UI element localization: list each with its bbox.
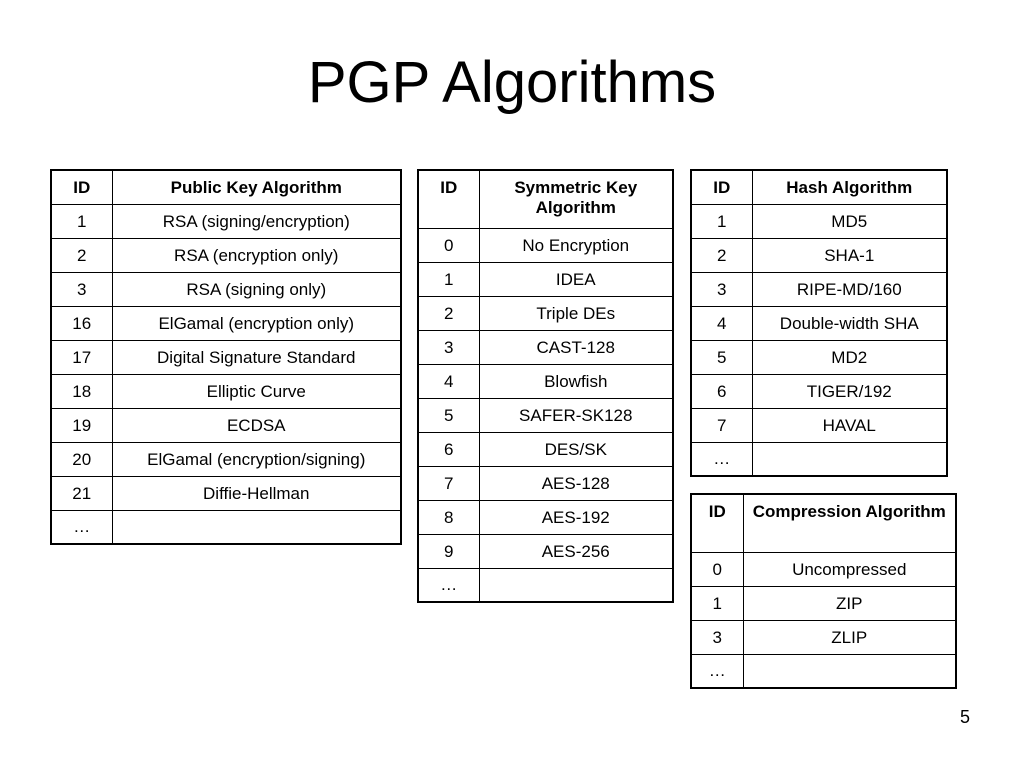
- algorithm-name-cell: Digital Signature Standard: [112, 340, 401, 374]
- table-row: [418, 262, 673, 296]
- table-header-row: [691, 170, 947, 204]
- id-cell: 5: [418, 398, 479, 432]
- id-cell: 8: [418, 500, 479, 534]
- table-row: [418, 330, 673, 364]
- algorithm-column-header: Public Key Algorithm: [112, 170, 401, 204]
- id-cell: 7: [691, 408, 752, 442]
- id-cell: 17: [51, 340, 112, 374]
- algorithm-name-cell: DES/SK: [479, 432, 673, 466]
- algorithm-name-cell: Triple DEs: [479, 296, 673, 330]
- table-header-row: [51, 170, 401, 204]
- algorithm-name-cell: AES-192: [479, 500, 673, 534]
- id-cell: 0: [691, 552, 743, 586]
- table-row: [691, 272, 947, 306]
- algorithm-name-cell: CAST-128: [479, 330, 673, 364]
- algorithm-name-cell: [752, 442, 947, 476]
- algorithm-name-cell: [112, 510, 401, 544]
- algorithm-name-cell: MD5: [752, 204, 947, 238]
- table-row: [418, 228, 673, 262]
- table-row: [51, 408, 401, 442]
- table-row: [51, 204, 401, 238]
- id-cell: 0: [418, 228, 479, 262]
- id-cell: 5: [691, 340, 752, 374]
- id-cell: 2: [691, 238, 752, 272]
- table-header-row: [418, 170, 673, 228]
- page-number: 5: [959, 707, 970, 727]
- algorithm-name-cell: RSA (encryption only): [112, 238, 401, 272]
- algorithm-name-cell: IDEA: [479, 262, 673, 296]
- algorithm-name-cell: Double-width SHA: [752, 306, 947, 340]
- table-row: [691, 408, 947, 442]
- table-row: [691, 340, 947, 374]
- symmetric-key-algorithm-table: [417, 169, 674, 603]
- id-cell: 18: [51, 374, 112, 408]
- algorithm-name-cell: AES-256: [479, 534, 673, 568]
- table-row: [691, 552, 956, 586]
- id-cell: 1: [51, 204, 112, 238]
- public-key-algorithm-table: [50, 169, 402, 545]
- algorithm-column-header: Hash Algorithm: [752, 170, 947, 204]
- id-cell: 1: [691, 586, 743, 620]
- algorithm-name-cell: HAVAL: [752, 408, 947, 442]
- table-row: [691, 374, 947, 408]
- table-row: [418, 500, 673, 534]
- id-cell: 9: [418, 534, 479, 568]
- id-cell: …: [51, 510, 112, 544]
- table-row: [418, 364, 673, 398]
- id-cell: …: [418, 568, 479, 602]
- table-row: [51, 306, 401, 340]
- algorithm-name-cell: RSA (signing only): [112, 272, 401, 306]
- table-row: [418, 466, 673, 500]
- id-column-header: ID: [418, 170, 479, 228]
- table-row: [691, 620, 956, 654]
- algorithm-column-header: Symmetric Key Algorithm: [479, 170, 673, 228]
- table-row: [418, 568, 673, 602]
- id-cell: 2: [418, 296, 479, 330]
- algorithm-name-cell: RIPE-MD/160: [752, 272, 947, 306]
- algorithm-column-header: Compression Algorithm: [743, 494, 956, 552]
- table-row: [51, 272, 401, 306]
- algorithm-name-cell: TIGER/192: [752, 374, 947, 408]
- algorithm-name-cell: [479, 568, 673, 602]
- algorithm-name-cell: Diffie-Hellman: [112, 476, 401, 510]
- algorithm-name-cell: ElGamal (encryption only): [112, 306, 401, 340]
- algorithm-name-cell: Uncompressed: [743, 552, 956, 586]
- table-row: [51, 374, 401, 408]
- table-row: [51, 442, 401, 476]
- algorithm-name-cell: ZLIP: [743, 620, 956, 654]
- id-column-header: ID: [691, 170, 752, 204]
- id-cell: 4: [691, 306, 752, 340]
- table-row: [51, 340, 401, 374]
- algorithm-name-cell: ElGamal (encryption/signing): [112, 442, 401, 476]
- algorithm-name-cell: SAFER-SK128: [479, 398, 673, 432]
- algorithm-name-cell: MD2: [752, 340, 947, 374]
- algorithm-name-cell: SHA-1: [752, 238, 947, 272]
- id-cell: …: [691, 654, 743, 688]
- table-row: [418, 296, 673, 330]
- table-row: [418, 432, 673, 466]
- id-column-header: ID: [691, 494, 743, 552]
- algorithm-name-cell: RSA (signing/encryption): [112, 204, 401, 238]
- id-column-header: ID: [51, 170, 112, 204]
- id-cell: 6: [418, 432, 479, 466]
- id-cell: 7: [418, 466, 479, 500]
- table-row: [691, 586, 956, 620]
- algorithm-name-cell: AES-128: [479, 466, 673, 500]
- table-row: [691, 204, 947, 238]
- table-row: [51, 510, 401, 544]
- id-cell: 3: [691, 272, 752, 306]
- hash-algorithm-table: [690, 169, 948, 477]
- id-cell: 4: [418, 364, 479, 398]
- id-cell: 3: [691, 620, 743, 654]
- algorithm-name-cell: ECDSA: [112, 408, 401, 442]
- id-cell: 1: [418, 262, 479, 296]
- algorithm-name-cell: Elliptic Curve: [112, 374, 401, 408]
- slide-title: PGP Algorithms: [307, 50, 717, 115]
- id-cell: 21: [51, 476, 112, 510]
- table-row: [691, 654, 956, 688]
- algorithm-name-cell: ZIP: [743, 586, 956, 620]
- table-row: [418, 398, 673, 432]
- id-cell: 2: [51, 238, 112, 272]
- table-row: [51, 476, 401, 510]
- table-row: [418, 534, 673, 568]
- algorithm-name-cell: Blowfish: [479, 364, 673, 398]
- id-cell: …: [691, 442, 752, 476]
- table-row: [691, 238, 947, 272]
- id-cell: 6: [691, 374, 752, 408]
- table-row: [51, 238, 401, 272]
- id-cell: 3: [51, 272, 112, 306]
- table-row: [691, 306, 947, 340]
- compression-algorithm-table: [690, 493, 957, 689]
- algorithm-name-cell: No Encryption: [479, 228, 673, 262]
- table-row: [691, 442, 947, 476]
- id-cell: 1: [691, 204, 752, 238]
- table-header-row: [691, 494, 956, 552]
- algorithm-name-cell: [743, 654, 956, 688]
- id-cell: 16: [51, 306, 112, 340]
- id-cell: 19: [51, 408, 112, 442]
- id-cell: 20: [51, 442, 112, 476]
- id-cell: 3: [418, 330, 479, 364]
